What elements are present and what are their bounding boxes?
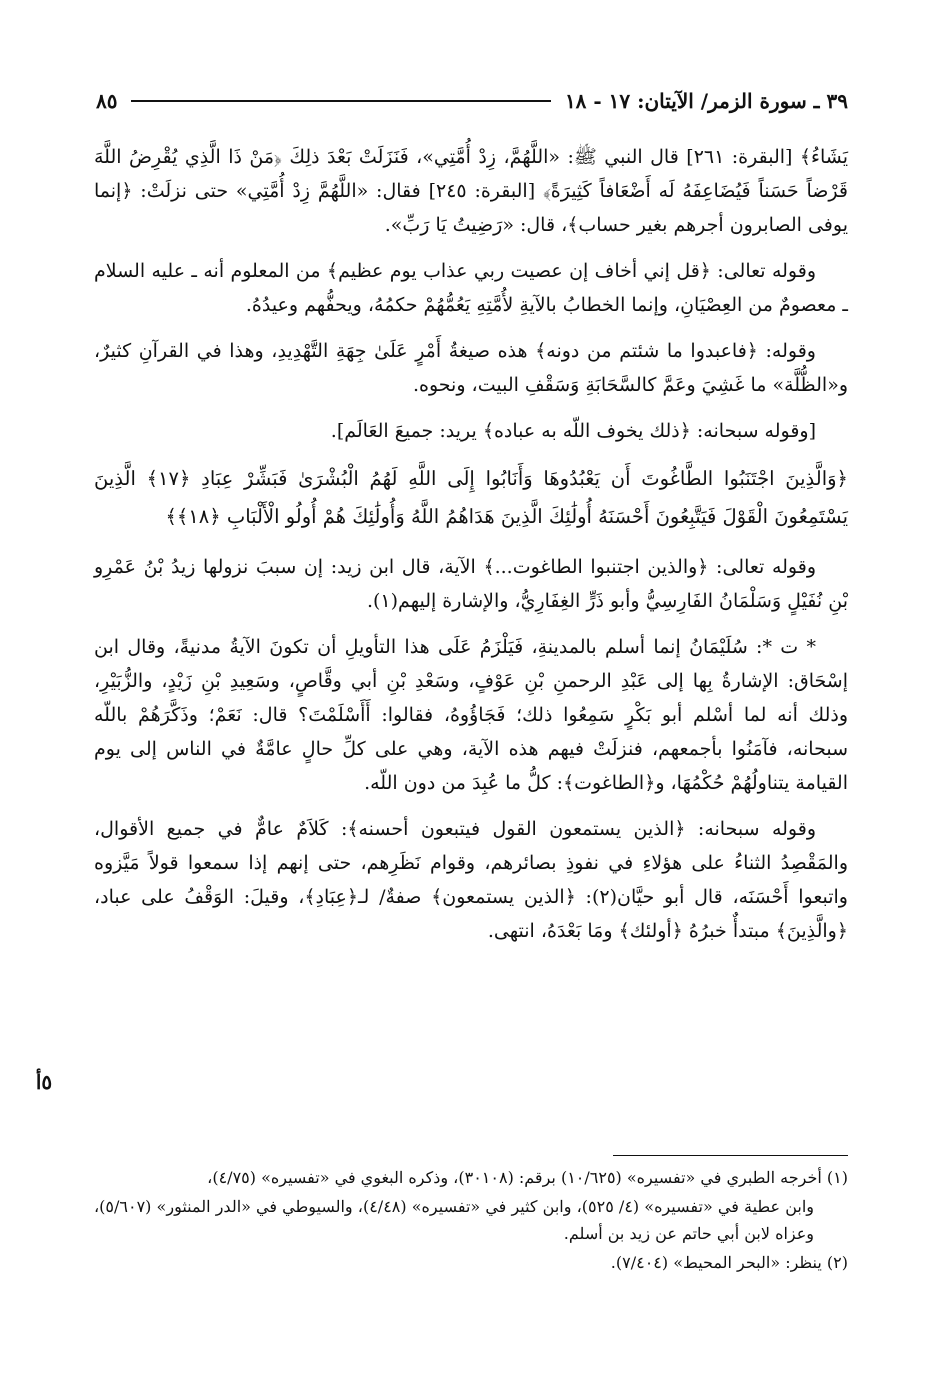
paragraph: وقوله: ﴿فاعبدوا ما شئتم من دونه﴾ هذه صيغةُ أَمْرٍ عَلَىٰ جِهَةِ التَّهْدِيدِ، وهذا في القرآنِ كثيرٌ، و«الظُّلَّة» ما غَشِيَ وعَمَّ كالسَّحَابَةِ وَسَقْفِ البيت، ونحوه. — [94, 340, 848, 396]
header-rule — [131, 100, 550, 102]
manuscript-margin-note: ٥أ — [35, 1070, 53, 1094]
footnote-text: أخرجه الطبري في «تفسيره» (١٠/٦٢٥) برقم: (٣٠١٠٨)، وذكره البغوي في «تفسيره» (٤/٧٥)، — [207, 1168, 822, 1187]
footnote — [94, 1249, 848, 1276]
paragraph: * ت *: سُلَيْمَانُ إنما أسلم بالمدينةِ، فَيَلْزَمُ عَلَى هذا التأويلِ أن تكونَ الآيةُ مدنيةً، وقال ابن إسْحَاق: الإشارةُ بِها إلى عَبْدِ الرحمنِ بْنِ عَوْفٍ، وسَعْدِ بْنِ أبي وقَّاصٍ، وسَعِيدِ بْنِ زَيْدٍ، والزُّبَيْرِ، وذلك أنه لما أسْلم أبو بَكْرٍ سَمِعُوا ذلك؛ فَجَاؤُوهُ، فقالوا: أَأَسْلَمْتَ؟ قال: نَعَمْ؛ وذَكَّرَهُمْ باللّه سبحانه، فآمَنُوا بأجمعهم، فنزلَتْ فيهم هذه الآية، وهي على كلِّ حالٍ عامَّةٌ في الناس إلى يوم القيامة يتناولُهُمْ حُكْمُهَا، و﴿الطاغوت﴾: كلُّ ما عُبِدَ من دون اللّه. — [94, 636, 849, 794]
running-title: ٣٩ ـ سورة الزمر/ الآيتان: ١٧ - ١٨ — [564, 89, 848, 113]
page-number: ٨٥ — [96, 89, 118, 113]
footnote-marker: (١) — [826, 1168, 848, 1187]
footnote — [94, 1164, 848, 1191]
paragraph: وقوله تعالى: ﴿والذين اجتنبوا الطاغوت...﴾ الآية، قال ابن زيد: إن سببَ نزولها زيدُ بْنُ عَمْرِو بْنِ نُفَيْلٍ وَسَلْمَانُ الفَارِسِيُّ وأبو ذَرٍّ الغِفَارِيُّ، والإشارة إليهم(١). — [94, 556, 848, 612]
footnote-continuation — [94, 1193, 848, 1247]
paragraph: يَشَاءُ﴾ [البقرة: ٢٦١] قال النبي ﷺ: «اللَّهُمَّ، زِدْ أُمَّتِي»، فَنَزَلَتْ بَعْدَ ذلِكَ ﴿مَنْ ذَا الَّذِي يُقْرِضُ اللَّهَ قَرْضاً حَسَناً فَيُضَاعِفَهُ لَه أَضْعَافاً كَثِيرَةً﴾ [البقرة: ٢٤٥] فقال: «اللَّهُمَّ زِدْ أُمَّتِي» حتى نزلَتْ: ﴿إنما يوفى الصابرون أجرهم بغير حساب﴾، قال: «رَضِيتُ يَا رَبِّ». — [94, 146, 848, 236]
main-text — [94, 140, 848, 960]
paragraph: وقوله سبحانه: ﴿الذين يستمعون القول فيتبعون أحسنه﴾: كَلاَمٌ عامٌّ في جميع الأقوال، والمَقْصِدُ الثناءُ على هؤلاءِ في نفوذِ بصائرهم، وقوام نَظَرِهم، حتى إنهم إذا سمعوا قولاً مَيَّزوه واتبعوا أَحْسَنَه، قال أبو حيَّان(٢): ﴿الذين يستمعون﴾ صفةٌ/ لـ﴿عِبَادِ﴾، وقيلَ: الوَقْفُ على عباد، ﴿والَّذِينَ﴾ مبتدأٌ خبرُهُ ﴿أولئك﴾ ومَا بَعْدَهُ، انتهى. — [94, 818, 848, 942]
footnote-text: ينظر: «البحر المحيط» (٧/٤٠٤). — [610, 1253, 822, 1272]
paragraph: وقوله تعالى: ﴿قل إني أخاف إن عصيت ربي عذاب يوم عظيم﴾ من المعلوم أنه ـ عليه السلام ـ معصومٌ من العِصْيَانِ، وإنما الخطابُ بالآيةِ لأُمَّتِهِ يَعُمُّهُمْ حكمُهُ، ويحفُّهم وعيدُهُ. — [94, 260, 848, 316]
page-header — [96, 84, 848, 118]
footnote-marker: (٢) — [826, 1253, 848, 1272]
footnote-rule — [613, 1155, 848, 1156]
footnote-text: وابن عطية في «تفسيره» (٤/ ٥٢٥)، وابن كثير في «تفسيره» (٤/٤٨)، والسيوطي في «الدر المنثور» (٥/٦٠٧)، وعزاه لابن أبي حاتم عن زيد بن أسلم. — [94, 1197, 814, 1243]
footnotes — [94, 1164, 848, 1278]
paragraph: [وقوله سبحانه: ﴿ذلك يخوف اللّه به عباده﴾ يريد: جميعَ العَالَم]. — [330, 420, 816, 442]
quran-verse: ﴿وَالَّذِينَ اجْتَنَبُوا الطَّاغُوتَ أَن يَعْبُدُوهَا وَأَنَابُوا إِلَى اللَّهِ لَهُمُ الْبُشْرَىٰ فَبَشِّرْ عِبَادِ ﴿١٧﴾ الَّذِينَ يَسْتَمِعُونَ الْقَوْلَ فَيَتَّبِعُونَ أَحْسَنَهُ أُولَٰئِكَ الَّذِينَ هَدَاهُمُ اللَّهُ وَأُولَٰئِكَ هُمْ أُولُو الْأَلْبَابِ ﴿١٨﴾﴾ — [94, 467, 848, 528]
